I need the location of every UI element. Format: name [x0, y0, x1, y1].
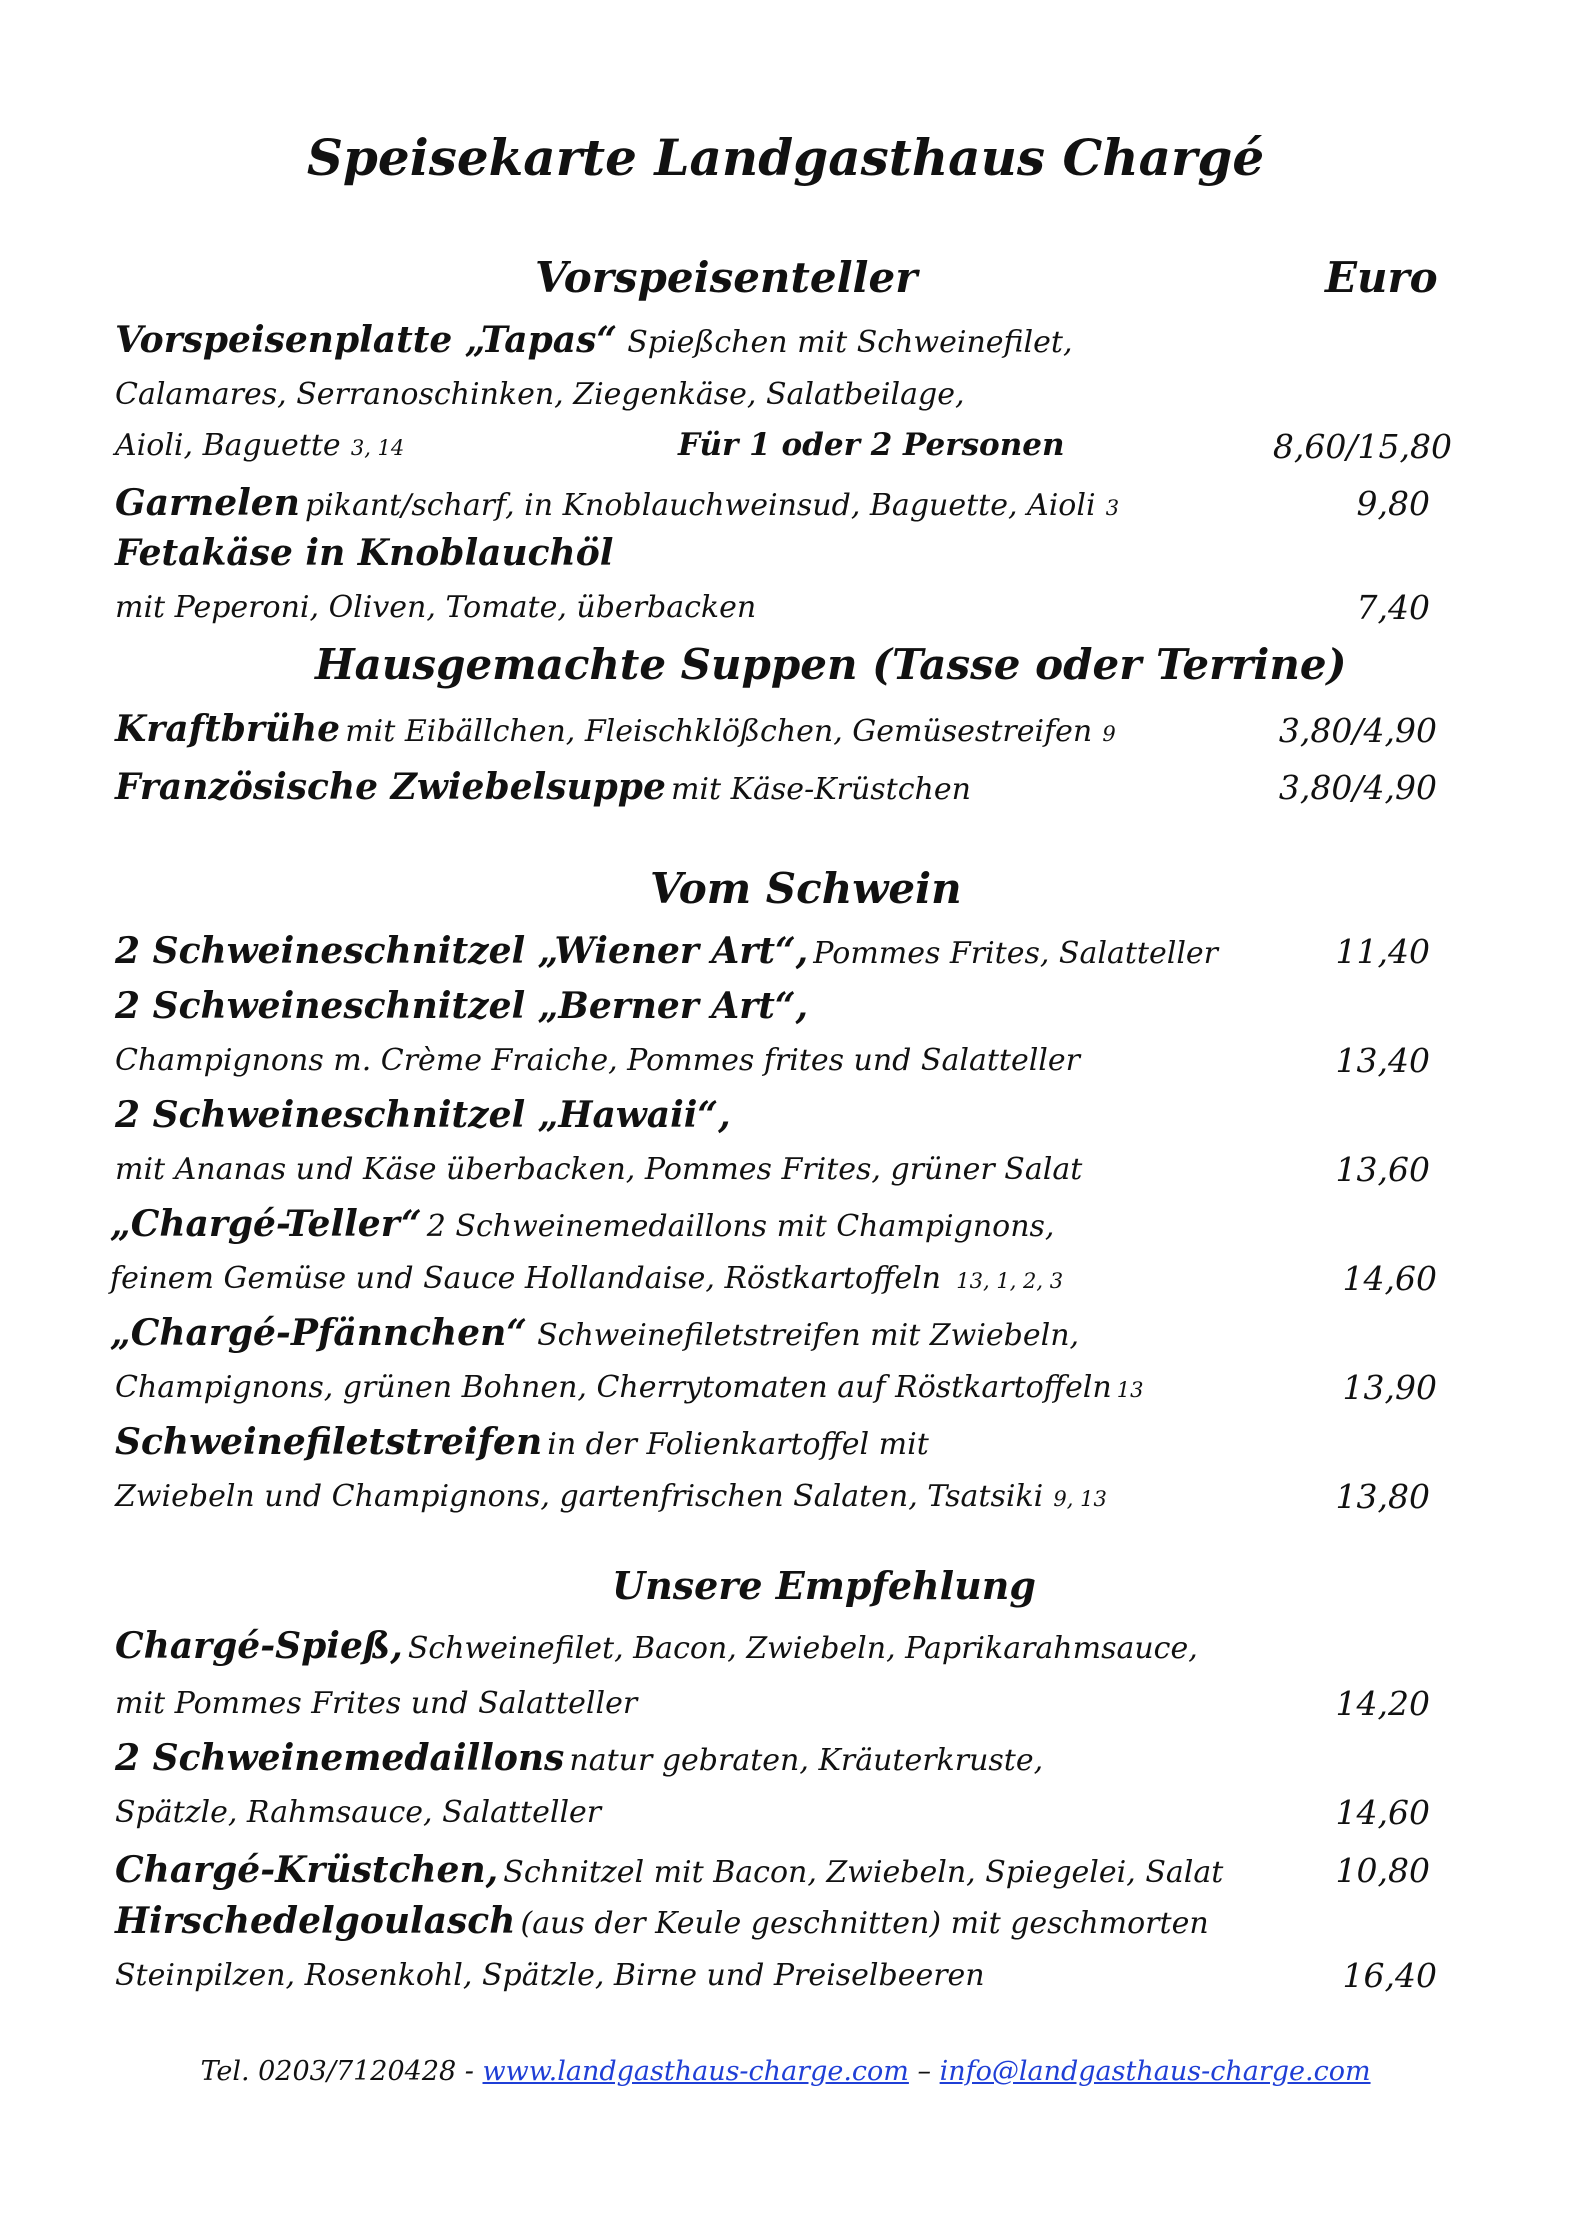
menu-item-filetstreifen-line2	[115, 1479, 1107, 1514]
item-price: 14,60	[1342, 1259, 1437, 1298]
item-description: natur gebraten, Kräuterkruste,	[569, 1743, 1044, 1778]
section-heading-suppen: Hausgemachte Suppen (Tasse oder Terrine)	[315, 640, 1347, 689]
menu-item-kraftbruehe	[115, 708, 1116, 750]
item-name: 2 Schweineschnitzel „Hawaii“,	[115, 1094, 731, 1136]
item-price: 16,40	[1342, 1956, 1437, 1995]
item-description: mit Pommes Frites und Salatteller	[115, 1686, 638, 1721]
section-heading-vorspeisen: Vorspeisenteller	[535, 253, 918, 302]
item-name: Garnelen	[115, 482, 300, 524]
item-name: „Chargé-Pfännchen“	[110, 1312, 527, 1354]
item-description: feinem Gemüse und Sauce Hollandaise, Röstkartoffeln	[110, 1261, 941, 1296]
item-description: mit Käse-Krüstchen	[670, 772, 971, 807]
item-description: Schweinefilet, Bacon, Zwiebeln, Paprikarahmsauce,	[407, 1631, 1198, 1666]
footer-separator: –	[917, 2056, 931, 2087]
menu-item-filetstreifen-line1	[115, 1421, 929, 1463]
item-description: Champignons m. Crème Fraiche, Pommes frites und Salatteller	[115, 1043, 1080, 1078]
item-description: Schnitzel mit Bacon, Zwiebeln, Spiegelei, Salat	[503, 1855, 1224, 1890]
item-description: 2 Schweinemedaillons mit Champignons,	[426, 1209, 1055, 1244]
item-price: 9,80	[1356, 484, 1430, 523]
menu-item-tapas-line3	[115, 428, 404, 463]
item-description: (aus der Keule geschnitten) mit geschmorten	[520, 1906, 1209, 1941]
menu-item-medaillons-line1	[115, 1737, 1043, 1779]
item-name: 2 Schweineschnitzel „Berner Art“,	[115, 985, 809, 1027]
item-allergens: 13	[1116, 1378, 1144, 1402]
footer-contact	[0, 2056, 1571, 2087]
page-title: Speisekarte Landgasthaus Chargé	[306, 128, 1265, 187]
item-name: Schweinefiletstreifen	[115, 1421, 543, 1463]
item-name: 2 Schweineschnitzel „Wiener Art“,	[115, 930, 809, 972]
menu-item-teller-line1	[110, 1203, 1054, 1245]
menu-item-teller-line2	[110, 1261, 1063, 1296]
item-name: Vorspeisenplatte „Tapas“	[115, 319, 618, 361]
item-allergens: 9	[1102, 722, 1116, 746]
item-price: 13,80	[1335, 1477, 1430, 1516]
item-price: 13,40	[1335, 1041, 1430, 1080]
item-name: Chargé-Spieß,	[115, 1625, 403, 1667]
menu-item-garnelen	[115, 482, 1119, 524]
item-allergens: 3, 14	[350, 436, 405, 460]
item-description: Zwiebeln und Champignons, gartenfrischen Salaten, Tsatsiki	[115, 1479, 1044, 1514]
item-price: 8,60/15,80	[1272, 427, 1452, 466]
website-link[interactable]: www.landgasthaus-charge.com	[482, 2056, 909, 2087]
item-price: 13,90	[1342, 1368, 1437, 1407]
item-name: Kraftbrühe	[115, 708, 341, 750]
item-name: Fetakäse in Knoblauchöl	[115, 532, 614, 574]
item-description: Calamares, Serranoschinken, Ziegenkäse, Salatbeilage,	[115, 377, 965, 412]
item-price: 14,20	[1335, 1684, 1430, 1723]
item-description: Aioli, Baguette	[115, 428, 341, 463]
item-description: Spießchen mit Schweinefilet,	[627, 325, 1073, 360]
email-link[interactable]: info@landgasthaus-charge.com	[939, 2056, 1371, 2087]
item-description: Champignons, grünen Bohnen, Cherrytomaten auf Röstkartoffeln	[115, 1370, 1112, 1405]
item-description: Steinpilzen, Rosenkohl, Spätzle, Birne und Preiselbeeren	[115, 1958, 985, 1993]
item-price: 10,80	[1335, 1851, 1430, 1890]
item-price: 13,60	[1335, 1150, 1430, 1189]
footer-phone: Tel. 0203/7120428 -	[200, 2056, 474, 2087]
menu-item-zwiebelsuppe	[115, 766, 971, 808]
item-name: Französische Zwiebelsuppe	[115, 766, 666, 808]
menu-item-goulasch-line1	[115, 1900, 1209, 1942]
item-allergens: 3	[1105, 496, 1120, 520]
item-price: 11,40	[1335, 932, 1430, 971]
item-description: Schweinefiletstreifen mit Zwiebeln,	[537, 1318, 1080, 1353]
item-allergens: 13, 1, 2, 3	[956, 1269, 1064, 1293]
item-description: in der Folienkartoffel mit	[547, 1427, 929, 1462]
item-persons-note: Für 1 oder 2 Personen	[678, 427, 1065, 463]
item-name: „Chargé-Teller“	[110, 1203, 422, 1245]
item-allergens: 9, 13	[1053, 1487, 1107, 1511]
menu-item-tapas-line1	[115, 319, 1072, 361]
menu-item-pfaennchen-line1	[110, 1312, 1079, 1354]
item-name: Hirschedelgoulasch	[115, 1900, 516, 1942]
section-heading-empfehlung: Unsere Empfehlung	[612, 1563, 1036, 1608]
section-heading-schwein: Vom Schwein	[650, 864, 962, 913]
item-description: mit Eibällchen, Fleischklößchen, Gemüsestreifen	[345, 714, 1093, 749]
menu-item-wiener	[115, 930, 1218, 972]
menu-item-kruestchen	[115, 1849, 1223, 1891]
item-description: Spätzle, Rahmsauce, Salatteller	[115, 1795, 602, 1830]
item-price: 14,60	[1335, 1793, 1430, 1832]
currency-heading: Euro	[1325, 253, 1438, 302]
item-price: 3,80/4,90	[1278, 768, 1437, 807]
item-name: 2 Schweinemedaillons	[115, 1737, 565, 1779]
item-price: 3,80/4,90	[1278, 711, 1437, 750]
item-description: mit Peperoni, Oliven, Tomate, überbacken	[115, 590, 757, 625]
menu-item-spiess-line1	[115, 1625, 1198, 1667]
item-price: 7,40	[1356, 588, 1430, 627]
item-description: mit Ananas und Käse überbacken, Pommes Frites, grüner Salat	[115, 1152, 1083, 1187]
item-description: pikant/scharf, in Knoblauchweinsud, Baguette, Aioli	[304, 488, 1096, 523]
item-name: Chargé-Krüstchen,	[115, 1849, 499, 1891]
menu-item-pfaennchen-line2	[115, 1370, 1143, 1405]
item-description: Pommes Frites, Salatteller	[813, 936, 1219, 971]
